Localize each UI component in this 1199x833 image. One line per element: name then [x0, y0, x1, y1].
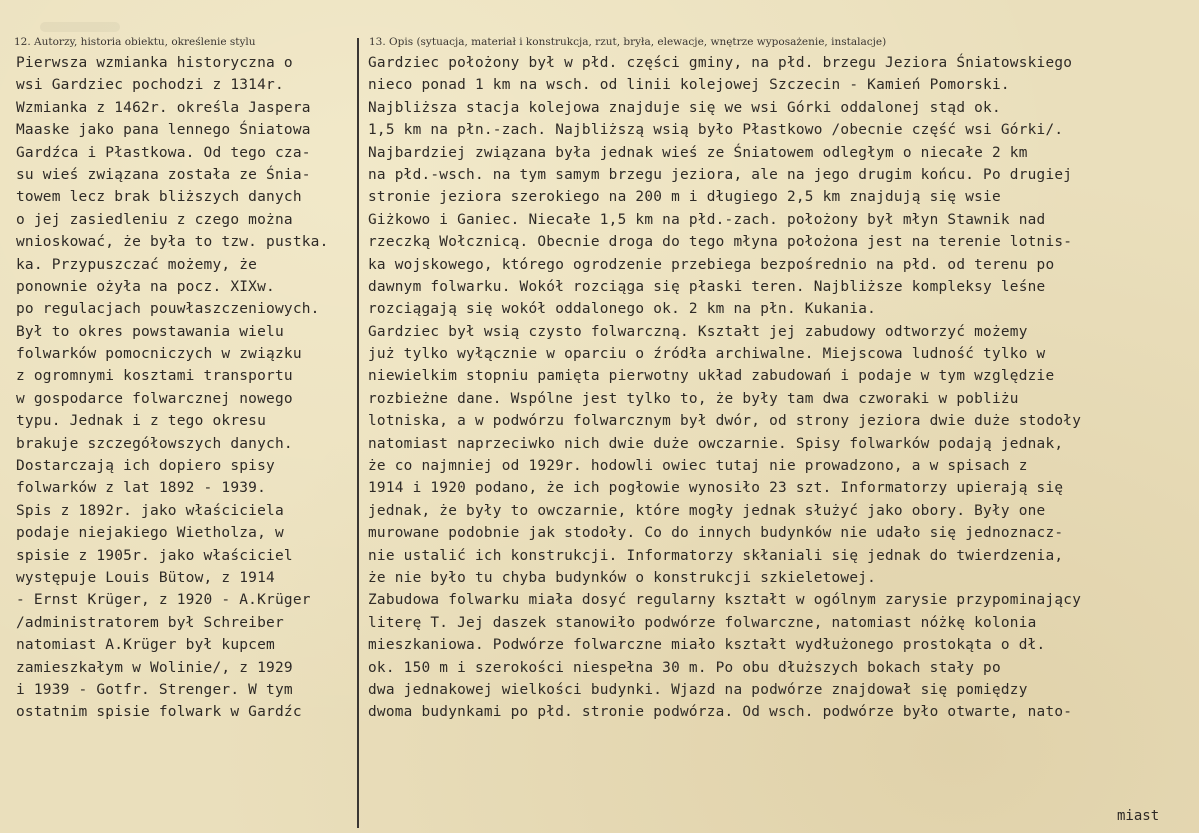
description-text-line: mieszkaniowa. Podwórze folwarczne miało kształt wydłużonego prostokąta o dł.	[368, 637, 1046, 654]
description-text-line: nie ustalić ich konstrukcji. Informatorzy skłaniali się jednak do twierdzenia,	[368, 547, 1064, 564]
description-text-line: Gardziec był wsią czysto folwarczną. Kształt jej zabudowy odtworzyć możemy	[368, 323, 1028, 340]
section-13-heading: 13. Opis (sytuacja, materiał i konstrukcja, rzut, bryła, elewacje, wnętrze wyposażenie, instalacje)	[369, 36, 887, 48]
description-text-line: rzeczką Wołcznicą. Obecnie droga do tego młyna położona jest na terenie lotnis-	[368, 234, 1073, 251]
description-text-line: że co najmniej od 1929r. hodowli owiec tutaj nie prowadzono, a w spisach z	[368, 458, 1028, 475]
description-text-line: ok. 150 m i szerokości niespełna 30 m. Po obu dłuższych bokach stały po	[368, 659, 1001, 676]
description-text-line: już tylko wyłącznie w oparciu o źródła archiwalne. Miejscowa ludność tylko w	[368, 346, 1046, 363]
history-text-line: typu. Jednak i z tego okresu	[16, 413, 267, 430]
description-text-line: Najbardziej związana była jednak wieś ze Śniatowem odległym o niecałe 2 km	[368, 144, 1028, 161]
description-text-column	[368, 52, 1196, 724]
description-text-line: literę T. Jej daszek stanowiło podwórze folwarczne, natomiast nóżkę kolonia	[368, 614, 1037, 631]
history-text-line: folwarków pomocniczych w związku	[16, 346, 302, 363]
description-text-line: Najbliższa stacja kolejowa znajduje się we wsi Górki oddalonej stąd ok.	[368, 99, 1001, 116]
description-text-line: lotniska, a w podwórzu folwarcznym był dwór, od strony jeziora dwie duże stodoły	[368, 413, 1082, 430]
description-text-line: Gardziec położony był w płd. części gminy, na płd. brzegu Jeziora Śniatowskiego	[368, 55, 1073, 71]
history-text-line: zamieszkałym w Wolinie/, z 1929	[16, 659, 293, 676]
history-text-line: występuje Louis Bütow, z 1914	[16, 569, 275, 586]
history-text-line: /administratorem był Schreiber	[16, 614, 284, 631]
description-text-line: murowane podobnie jak stodoły. Co do innych budynków nie udało się jednoznacz-	[368, 525, 1064, 542]
description-text-line: dwoma budynkami po płd. stronie podwórza. Od wsch. podwórze było otwarte, nato-	[368, 704, 1073, 721]
paper-smudge	[40, 22, 120, 32]
history-text-line: Gardźca i Płastkowa. Od tego cza-	[16, 144, 311, 161]
history-text-line: Dostarczają ich dopiero spisy	[16, 458, 275, 475]
history-text-line: Wzmianka z 1462r. określa Jaspera	[16, 99, 311, 116]
continuation-word: miast	[1117, 808, 1160, 824]
description-text-line: dawnym folwarku. Wokół rozciąga się płaski teren. Najbliższe kompleksy leśne	[368, 278, 1046, 295]
description-text-line: na płd.-wsch. na tym samym brzegu jeziora, ale na jego drugim końcu. Po drugiej	[368, 166, 1073, 183]
description-text-line: 1914 i 1920 podano, że ich pogłowie wynosiło 23 szt. Informatorzy upierają się	[368, 480, 1064, 497]
history-text-line: natomiast A.Krüger był kupcem	[16, 637, 275, 654]
history-text-line: folwarków z lat 1892 - 1939.	[16, 480, 267, 497]
description-text-line: dwa jednakowej wielkości budynki. Wjazd na podwórze znajdował się pomiędzy	[368, 681, 1028, 698]
description-text-line: nieco ponad 1 km na wsch. od linii kolejowej Szczecin - Kamień Pomorski.	[368, 77, 1010, 94]
history-text-line: podaje niejakiego Wietholza, w	[16, 525, 284, 542]
history-text-line: spisie z 1905r. jako właściciel	[16, 547, 293, 564]
description-text-line: rozbieżne dane. Wspólne jest tylko to, że były tam dwa czworaki w pobliżu	[368, 390, 1019, 407]
description-text-line: natomiast naprzeciwko nich dwie duże owczarnie. Spisy folwarków podają jednak,	[368, 435, 1064, 452]
column-divider	[357, 38, 359, 828]
history-text-line: ponownie ożyła na pocz. XIXw.	[16, 278, 275, 295]
section-12-heading: 12. Autorzy, historia obiektu, określenie stylu	[14, 36, 256, 48]
description-text-line: stronie jeziora szerokiego na 200 m i długiego 2,5 km znajdują się wsie	[368, 189, 1001, 206]
history-text-line: towem lecz brak bliższych danych	[16, 189, 302, 206]
description-text-line: że nie było tu chyba budynków o konstrukcji szkieletowej.	[368, 569, 877, 586]
description-text-line: rozciągają się wokół oddalonego ok. 2 km na płn. Kukania.	[368, 301, 877, 318]
history-text-line: i 1939 - Gotfr. Strenger. W tym	[16, 681, 293, 698]
history-text-line: ka. Przypuszczać możemy, że	[16, 256, 258, 273]
description-text-line: Giżkowo i Ganiec. Niecałe 1,5 km na płd.-zach. położony był młyn Stawnik nad	[368, 211, 1046, 228]
history-text-line: brakuje szczegółowszych danych.	[16, 435, 293, 452]
history-text-column	[16, 52, 356, 724]
history-text-line: su wieś związana została ze Śnia-	[16, 166, 311, 183]
description-text-line: ka wojskowego, którego ogrodzenie przebiega bezpośrednio na płd. od terenu po	[368, 256, 1055, 273]
description-text-line: Zabudowa folwarku miała dosyć regularny kształt w ogólnym zarysie przypominający	[368, 592, 1082, 609]
history-text-line: po regulacjach pouwłaszczeniowych.	[16, 301, 320, 318]
history-text-line: o jej zasiedleniu z czego można	[16, 211, 293, 228]
history-text-line: wsi Gardziec pochodzi z 1314r.	[16, 77, 284, 94]
history-text-line: - Ernst Krüger, z 1920 - A.Krüger	[16, 592, 311, 609]
history-text-line: Spis z 1892r. jako właściciela	[16, 502, 284, 519]
description-text-line: jednak, że były to owczarnie, które mogły jednak służyć jako obory. Były one	[368, 502, 1046, 519]
description-text-line: niewielkim stopniu pamięta pierwotny układ zabudowań i podaje w tym względzie	[368, 368, 1055, 385]
history-text-line: w gospodarce folwarcznej nowego	[16, 390, 293, 407]
history-text-line: z ogromnymi kosztami transportu	[16, 368, 293, 385]
history-text-line: Pierwsza wzmianka historyczna o	[16, 55, 293, 71]
history-text-line: ostatnim spisie folwark w Gardźc	[16, 704, 302, 721]
history-text-line: wnioskować, że była to tzw. pustka.	[16, 234, 329, 251]
history-text-line: Był to okres powstawania wielu	[16, 323, 284, 340]
description-text-line: 1,5 km na płn.-zach. Najbliższą wsią było Płastkowo /obecnie część wsi Górki/.	[368, 122, 1064, 139]
history-text-line: Maaske jako pana lennego Śniatowa	[16, 122, 311, 139]
